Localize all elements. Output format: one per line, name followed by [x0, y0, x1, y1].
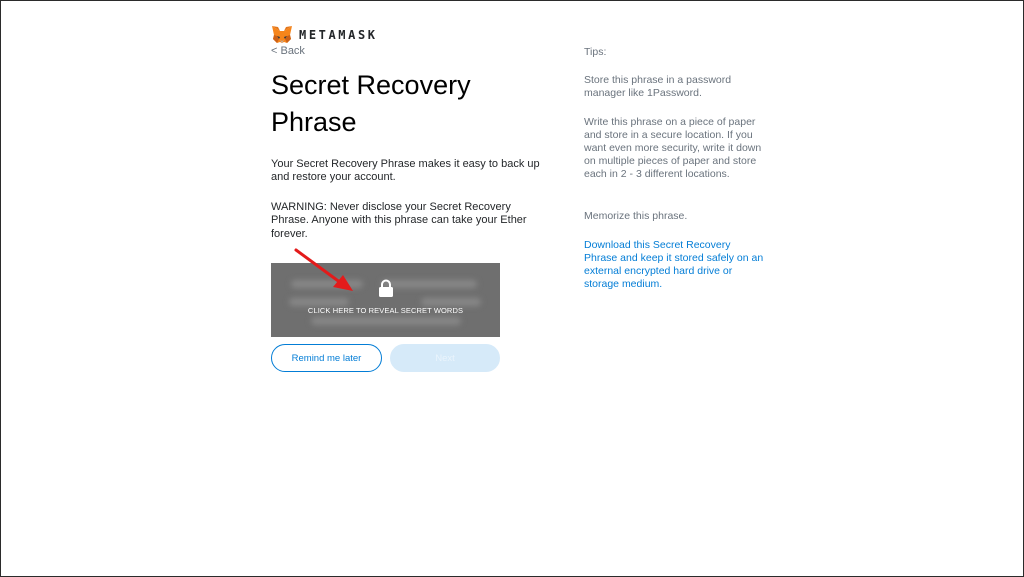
blurred-words [311, 317, 461, 325]
tip-item: Store this phrase in a password manager like 1Password. [584, 74, 732, 99]
red-arrow-annotation [291, 245, 361, 300]
tip-item: Memorize this phrase. [584, 210, 688, 222]
metamask-fox-icon [271, 25, 293, 45]
description-text: Your Secret Recovery Phrase makes it easy to back up and restore your account. [271, 158, 540, 184]
tip-item: Write this phrase on a piece of paper and store in a secure location. If you want even more security, write it down on multiple pieces of paper and store each in 2 - 3 different locations. [584, 116, 762, 180]
remind-me-later-button[interactable]: Remind me later [271, 344, 382, 372]
download-phrase-link[interactable]: Download this Secret Recovery Phrase and keep it stored safely on an external encrypted hard drive or storage medium. [584, 239, 764, 290]
brand-name: METAMASK [299, 28, 378, 42]
reveal-label: CLICK HERE TO REVEAL SECRET WORDS [307, 306, 464, 315]
header [271, 25, 378, 45]
back-link[interactable]: < Back [271, 45, 305, 57]
tips-title: Tips: [584, 46, 607, 58]
next-button[interactable]: Next [390, 344, 500, 372]
warning-text: WARNING: Never disclose your Secret Recovery Phrase. Anyone with this phrase can take your Ether forever. [271, 201, 527, 240]
lock-icon [378, 279, 394, 303]
page-title: Secret Recovery Phrase [271, 70, 471, 137]
